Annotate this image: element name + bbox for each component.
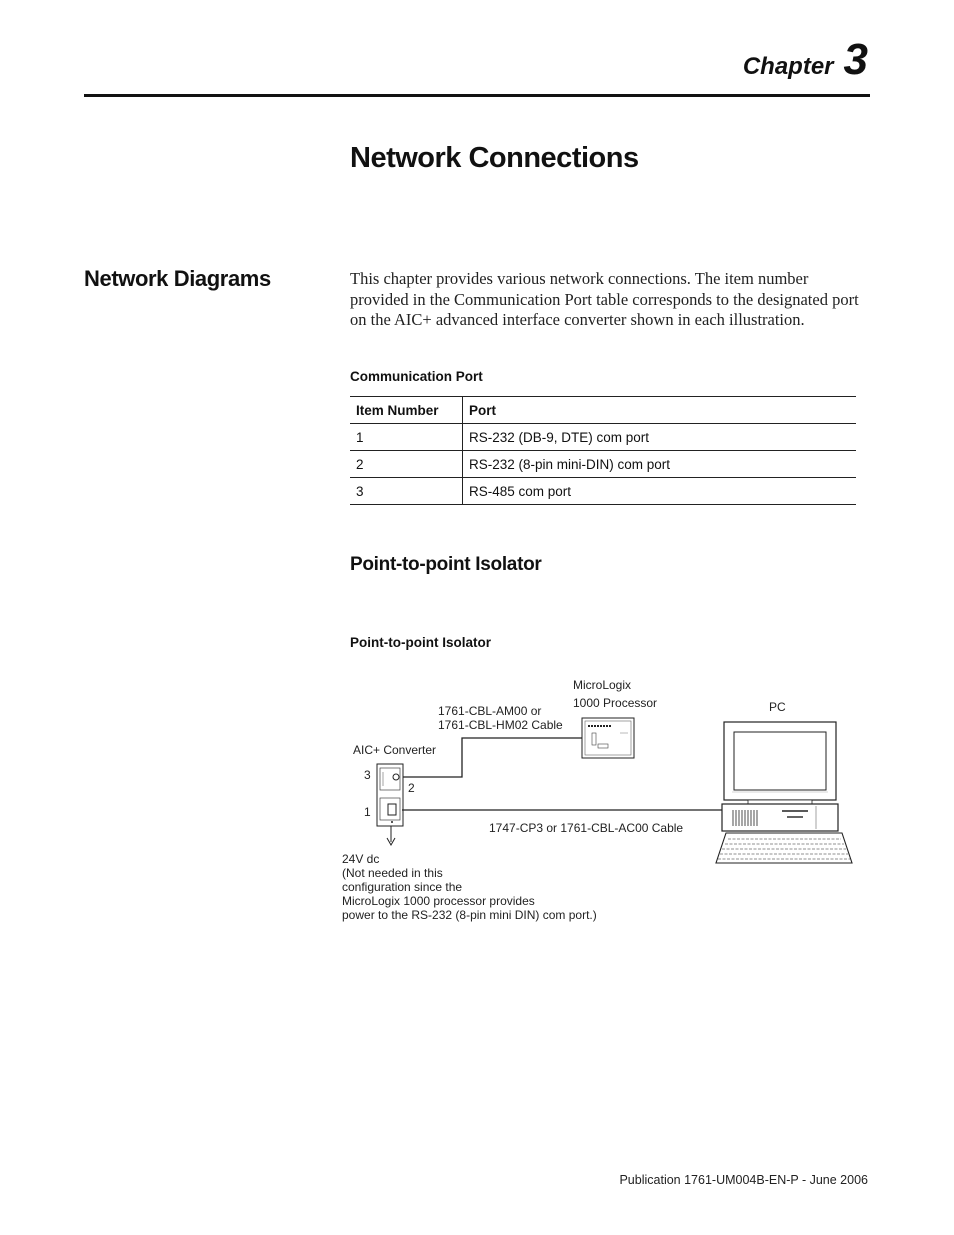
pc-icon bbox=[716, 722, 852, 863]
power-label-line3: configuration since the bbox=[342, 880, 463, 894]
port1-label: 1 bbox=[364, 805, 371, 819]
item-number-cell: 3 bbox=[350, 478, 463, 505]
processor-label-line1: MicroLogix bbox=[573, 678, 632, 692]
port-cell: RS-232 (8-pin mini-DIN) com port bbox=[463, 451, 857, 478]
chapter-header bbox=[742, 35, 868, 84]
item-number-cell: 1 bbox=[350, 424, 463, 451]
port3-label: 3 bbox=[364, 768, 371, 782]
subsection-heading: Point-to-point Isolator bbox=[350, 554, 542, 575]
intro-paragraph: This chapter provides various network connections. The item number provided in the Communication Port table corresponds to the designated port on the AIC+ advanced interface converter shown in each illustration. bbox=[350, 269, 859, 329]
communication-port-table bbox=[350, 396, 856, 505]
chapter-label: Chapter bbox=[742, 53, 834, 80]
aic-converter-icon bbox=[377, 764, 403, 826]
table-row bbox=[350, 478, 856, 505]
power-label-line4: MicroLogix 1000 processor provides bbox=[342, 894, 535, 908]
micrologix-processor-icon bbox=[582, 718, 634, 758]
power-label-line1: 24V dc bbox=[342, 852, 380, 866]
column-header-port: Port bbox=[463, 397, 857, 424]
cable2-label: 1747-CP3 or 1761-CBL-AC00 Cable bbox=[489, 821, 684, 835]
header-rule bbox=[84, 94, 870, 97]
port2-label: 2 bbox=[408, 781, 415, 795]
chapter-number: 3 bbox=[843, 35, 868, 84]
aic-converter-label: AIC+ Converter bbox=[353, 743, 437, 757]
port-cell: RS-232 (DB-9, DTE) com port bbox=[463, 424, 857, 451]
page-footer: Publication 1761-UM004B-EN-P - June 2006 bbox=[619, 1173, 868, 1187]
port-cell: RS-485 com port bbox=[463, 478, 857, 505]
page-title: Network Connections bbox=[350, 142, 639, 174]
table-row bbox=[350, 451, 856, 478]
processor-label-line2: 1000 Processor bbox=[573, 696, 658, 710]
cable1-label-line2: 1761-CBL-HM02 Cable bbox=[438, 718, 563, 732]
cable1-label-line1: 1761-CBL-AM00 or bbox=[438, 704, 542, 718]
power-label-line5: power to the RS-232 (8-pin mini DIN) com port.) bbox=[342, 908, 597, 922]
power-label-line2: (Not needed in this bbox=[342, 866, 443, 880]
figure-caption: Point-to-point Isolator bbox=[350, 635, 491, 650]
table-caption: Communication Port bbox=[350, 369, 483, 384]
item-number-cell: 2 bbox=[350, 451, 463, 478]
network-diagram bbox=[330, 670, 870, 930]
pc-label: PC bbox=[769, 700, 786, 714]
section-heading: Network Diagrams bbox=[84, 266, 271, 291]
table-row bbox=[350, 424, 856, 451]
column-header-item-number: Item Number bbox=[350, 397, 463, 424]
table-header-row bbox=[350, 397, 856, 424]
